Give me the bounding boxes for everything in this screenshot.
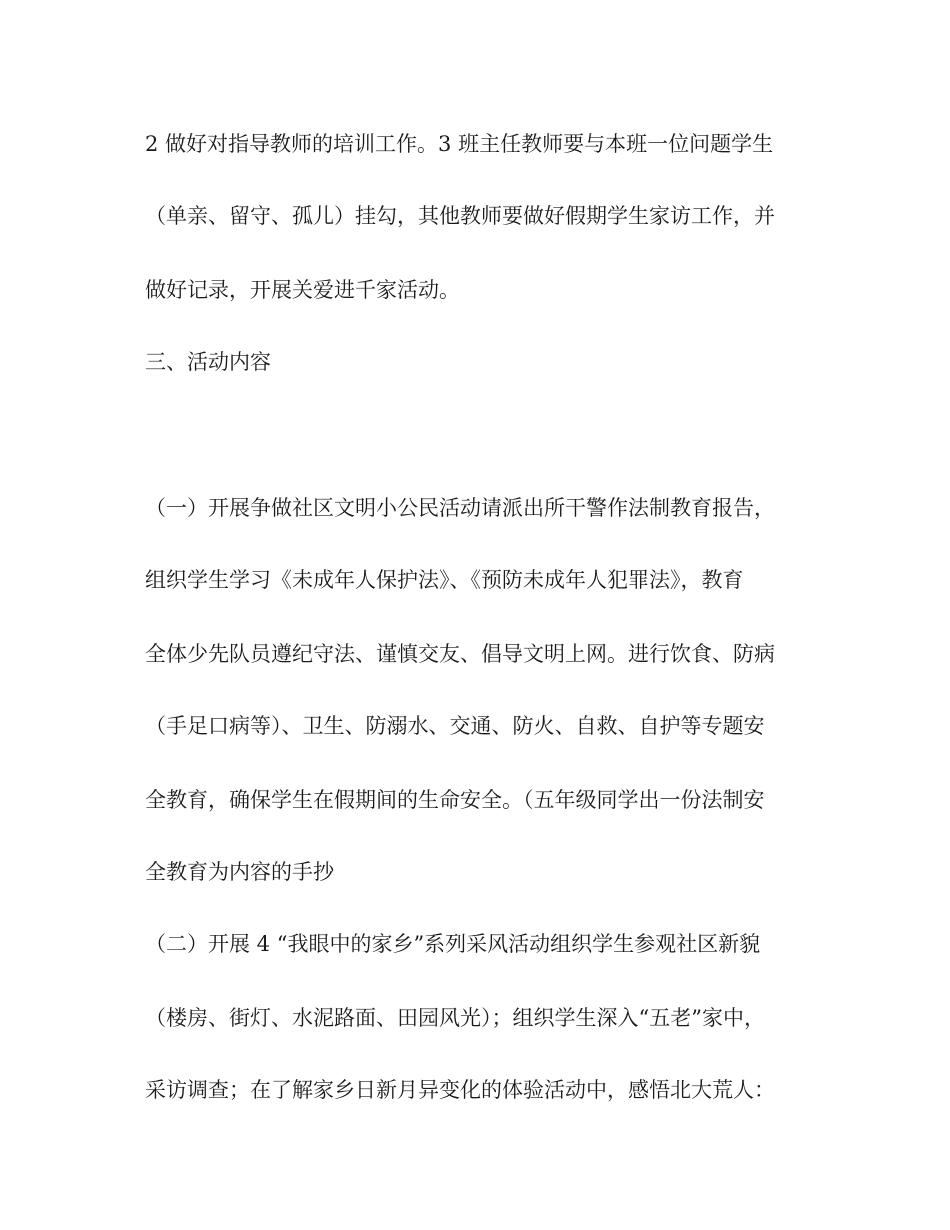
text-line: （手足口病等）、卫生、防溺水、交通、防火、自救、自护等专题安	[145, 714, 765, 738]
text-line: 2 做好对指导教师的培训工作。3 班主任教师要与本班一位问题学生	[145, 132, 774, 156]
text-line: （二）开展 4 “我眼中的家乡”系列采风活动组织学生参观社区新貌	[145, 932, 761, 956]
text-line: 组织学生学习《未成年人保护法》、《预防未成年人犯罪法》，教育	[145, 568, 744, 592]
text-line: 全教育，确保学生在假期间的生命安全。（五年级同学出一份法制安	[145, 788, 765, 812]
text-line: 全教育为内容的手抄	[145, 860, 334, 884]
text-line: 采访调查；在了解家乡日新月异变化的体验活动中，感悟北大荒人：	[145, 1078, 775, 1102]
text-line: 做好记录，开展关爱进千家活动。	[145, 278, 460, 302]
section-heading: 三、活动内容	[145, 350, 271, 374]
text-line: （一）开展争做社区文明小公民活动请派出所干警作法制教育报告，	[145, 496, 775, 520]
text-line: 全体少先队员遵纪守法、谨慎交友、倡导文明上网。进行饮食、防病	[145, 642, 775, 666]
text-line: （单亲、留守、孤儿）挂勾，其他教师要做好假期学生家访工作，并	[145, 204, 775, 228]
text-line: （楼房、街灯、水泥路面、田园风光）；组织学生深入“五老”家中，	[145, 1006, 765, 1030]
